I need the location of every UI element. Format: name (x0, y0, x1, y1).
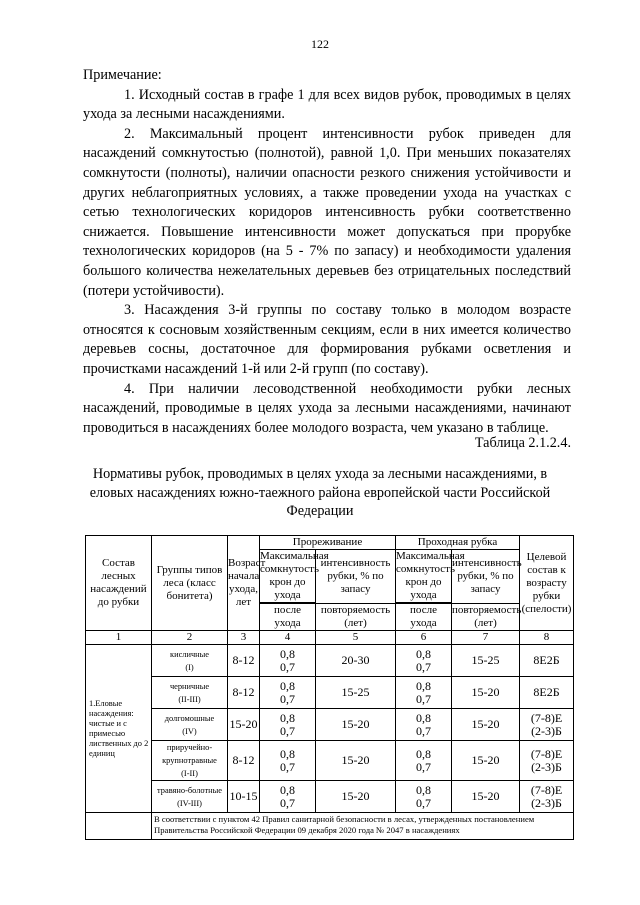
passing-density-cell: 0,8 0,7 (396, 781, 452, 813)
column-number: 2 (152, 631, 228, 645)
thinning-density-cell: 0,8 0,7 (260, 677, 316, 709)
header-age: Возраст начала ухода, лет (228, 536, 260, 631)
forest-type-cell: кисличные (I) (152, 645, 228, 677)
column-number: 5 (316, 631, 396, 645)
column-number: 1 (86, 631, 152, 645)
empty-cell (86, 813, 152, 840)
age-cell: 8-12 (228, 677, 260, 709)
thinning-density-cell: 0,8 0,7 (260, 645, 316, 677)
age-cell: 8-12 (228, 645, 260, 677)
thinning-density-cell: 0,8 0,7 (260, 741, 316, 781)
forest-type-cell: травяно-болотные (IV-III) (152, 781, 228, 813)
column-number: 8 (520, 631, 574, 645)
target-cell: (7-8)Е (2-3)Б (520, 781, 574, 813)
header-after-care: после ухода (396, 604, 452, 631)
passing-intensity-cell: 15-20 (452, 781, 520, 813)
table-footnote-row (86, 813, 574, 840)
table-number: Таблица 2.1.2.4. (474, 435, 571, 451)
note-item: 1. Исходный состав в графе 1 для всех видов рубок, проводимых в целях ухода за лесными насаждениями. (83, 86, 571, 123)
target-cell: (7-8)Е (2-3)Б (520, 741, 574, 781)
passing-intensity-cell: 15-20 (452, 741, 520, 781)
table-row (86, 677, 574, 709)
table-title: Нормативы рубок, проводимых в целях ухода за лесными насаждениями, в еловых насаждениях южно-таежного района европейской части Российской Федерации (89, 466, 551, 519)
forest-type-cell: черничные (II-III) (152, 677, 228, 709)
passing-density-cell: 0,8 0,7 (396, 645, 452, 677)
column-number: 6 (396, 631, 452, 645)
header-max-density: Максимальная сомкнутость крон до ухода (260, 550, 329, 601)
target-cell: (7-8)Е (2-3)Б (520, 709, 574, 741)
notes-heading: Примечание: (83, 67, 162, 83)
header-thinning: Прореживание (260, 536, 396, 550)
header-passing: Проходная рубка (396, 536, 520, 550)
thinning-density-cell: 0,8 0,7 (260, 709, 316, 741)
header-intensity: интенсивность рубки, % по запасу (316, 550, 396, 604)
table-row (86, 741, 574, 781)
thinning-intensity-cell: 20-30 (316, 645, 396, 677)
header-after-care: после ухода (260, 604, 316, 631)
note-item: 4. При наличии лесоводственной необходимости рубки лесных насаждений, проводимые в целях ухода за лесными насаждениями, начинают проводиться в насаждениях более молодого возраста, чем указано в таблице. (83, 380, 571, 436)
passing-density-cell: 0,8 0,7 (396, 677, 452, 709)
header-intensity: интенсивность рубки, % по запасу (452, 550, 520, 604)
norms-table (85, 535, 574, 840)
page-number: 122 (311, 37, 329, 51)
passing-intensity-cell: 15-20 (452, 709, 520, 741)
header-max-density: Максимальная сомкнутость крон до ухода (396, 550, 465, 601)
column-number: 7 (452, 631, 520, 645)
forest-type-cell: долгомошные (IV) (152, 709, 228, 741)
thinning-intensity-cell: 15-20 (316, 709, 396, 741)
thinning-density-cell: 0,8 0,7 (260, 781, 316, 813)
group-label: 1.Еловые насаждения: чистые и с примесью лиственных до 2 единиц (86, 645, 152, 813)
header-composition: Состав лесных насаждений до рубки (86, 536, 152, 631)
thinning-intensity-cell: 15-25 (316, 677, 396, 709)
age-cell: 8-12 (228, 741, 260, 781)
header-repeat: повторяемость (лет) (316, 604, 396, 631)
table-footnote: В соответствии с пунктом 42 Правил санитарной безопасности в лесах, утвержденных постановлением Правительства Российской Федерации 09 декабря 2020 года № 2047 в насаждениях (152, 813, 574, 840)
thinning-intensity-cell: 15-20 (316, 781, 396, 813)
table-row (86, 645, 574, 677)
passing-density-cell: 0,8 0,7 (396, 741, 452, 781)
notes-section (83, 66, 571, 438)
age-cell: 15-20 (228, 709, 260, 741)
forest-type-cell: приручейно-крупнотравные (I-II) (152, 741, 228, 781)
table-row (86, 781, 574, 813)
column-number: 3 (228, 631, 260, 645)
header-forest-types: Группы типов леса (класс бонитета) (152, 536, 228, 631)
passing-density-cell: 0,8 0,7 (396, 709, 452, 741)
passing-intensity-cell: 15-25 (452, 645, 520, 677)
header-target: Целевой состав к возрасту рубки (спелости) (520, 536, 574, 631)
header-repeat: повторяемость (лет) (452, 604, 522, 629)
column-number: 4 (260, 631, 316, 645)
thinning-intensity-cell: 15-20 (316, 741, 396, 781)
table-row (86, 709, 574, 741)
note-item: 3. Насаждения 3-й группы по составу только в молодом возрасте относятся к сосновым хозяйственным секциям, если в них имеется количество деревьев сосны, достаточное для формирования рубками осветления и прочистками насаждений 1-й или 2-й групп (по составу). (83, 302, 571, 377)
age-cell: 10-15 (228, 781, 260, 813)
target-cell: 8Е2Б (520, 677, 574, 709)
target-cell: 8Е2Б (520, 645, 574, 677)
passing-intensity-cell: 15-20 (452, 677, 520, 709)
note-item: 2. Максимальный процент интенсивности рубок приведен для насаждений сомкнутостью (полнотой), равной 1,0. При меньших показателях сомкнутости (полноты), наличии опасности резкого снижения устойчивости и других неблагоприятных условиях, а также проведении ухода на участках с сетью технологических коридоров интенсивность рубки соответственно снижается. Повышение интенсивности может допускаться при прорубке технологических коридоров (на 5 - 7% по запасу) и необходимости удаления большого количества нежелательных деревьев без отрицательных последствий (потери устойчивости). (83, 125, 571, 299)
